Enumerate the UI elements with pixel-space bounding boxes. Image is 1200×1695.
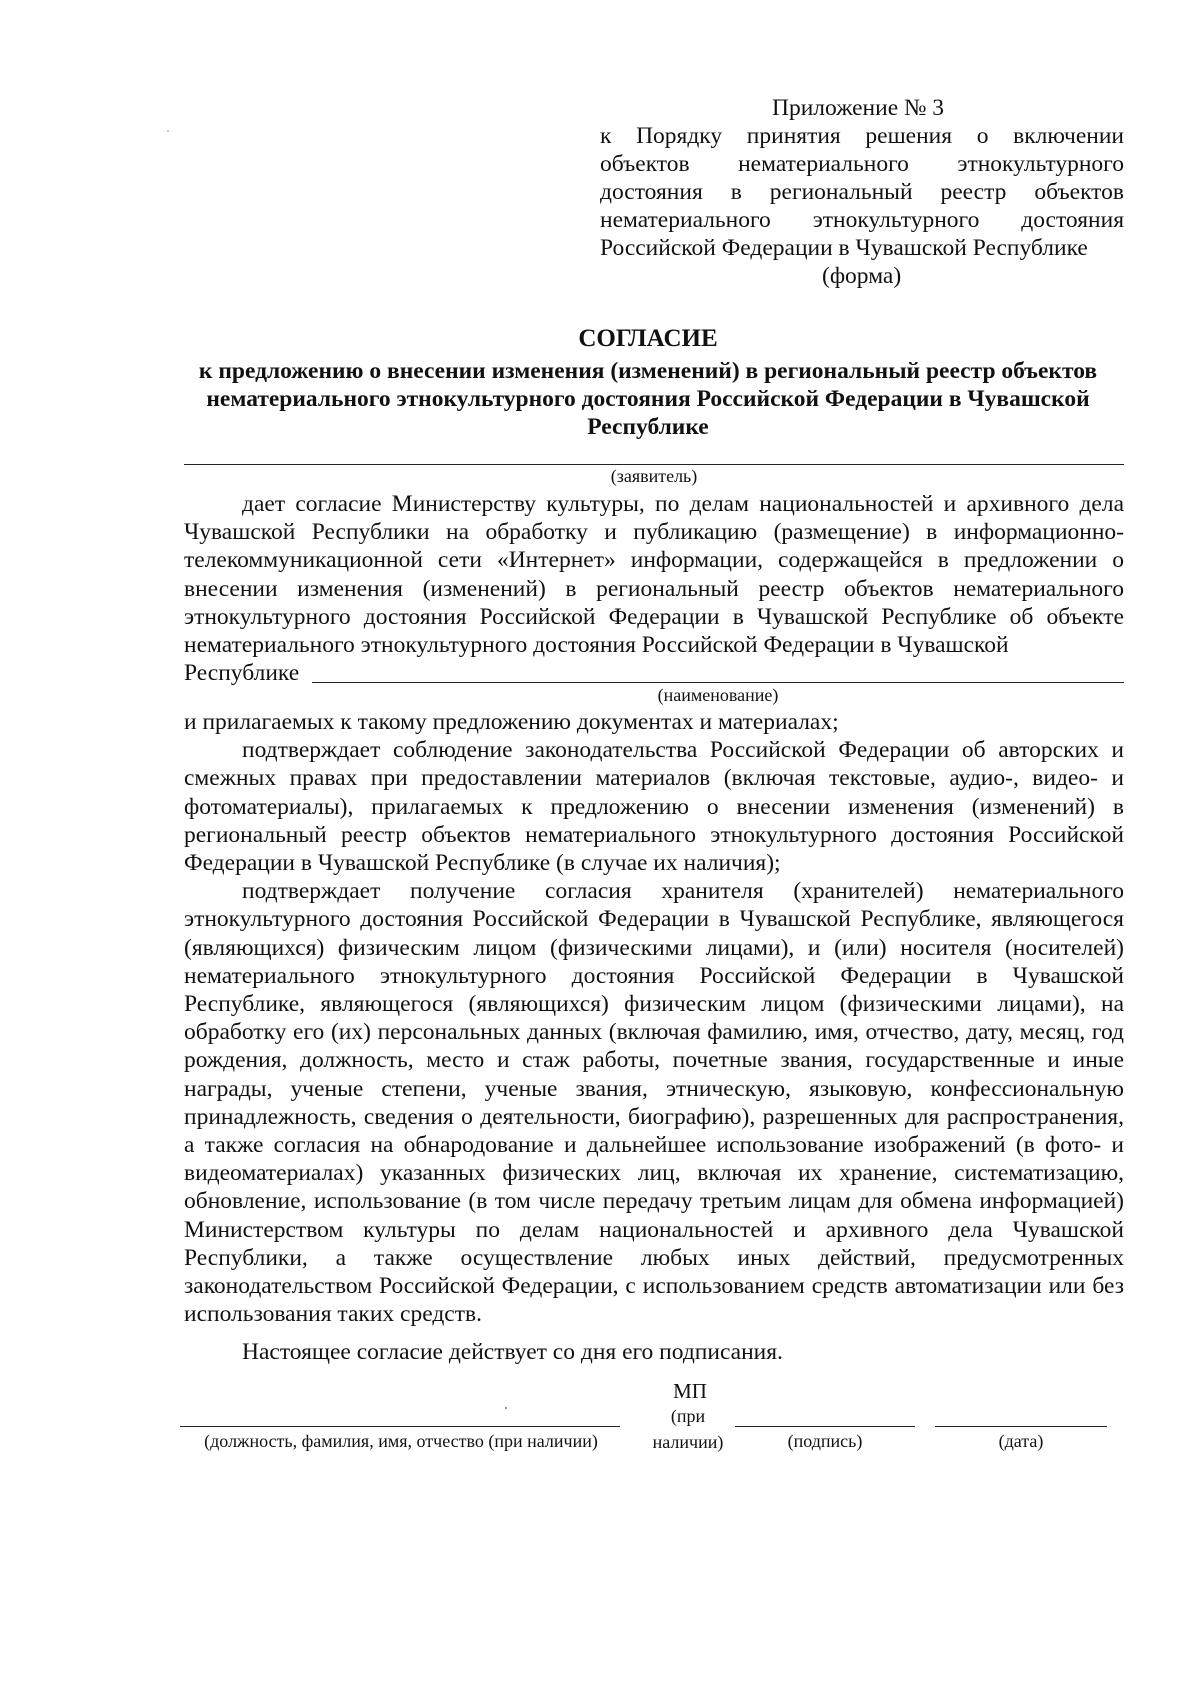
copyright-confirmation-text: подтверждает соблюдение законодательства Российской Федерации об авторских и смежных правах при предоставлении материалов (включая текстовые, аудио-, видео- и фотоматериалы), прилагаемых к предложению о внесении изменения (изменений) в региональный реестр объектов нематериального этнокультурного достояния Российской Федерации в Чувашской Республике (в случае их наличия); bbox=[184, 737, 1124, 877]
mp-label: МП bbox=[673, 1379, 707, 1403]
document-title bbox=[180, 325, 1116, 441]
title-main: СОГЛАСИЕ bbox=[578, 325, 718, 352]
scan-speck bbox=[505, 1407, 507, 1409]
heritage-name-line[interactable] bbox=[312, 682, 1124, 683]
consent-text: дает согласие Министерству культуры, по делам национальностей и архивного дела Чувашской Республики на обработку и публикацию (размещение) в информационно-телекоммуникационной сети «Интернет» информации, содержащейся в предложении о внесении изменения (изменений) в региональный реестр объектов нематериального этнокультурного достояния Российской Федерации в Чувашской Республике об объекте нематериального этнокультурного достояния Российской Федерации в Чувашской bbox=[184, 491, 1124, 659]
date-caption: (дата) bbox=[998, 1431, 1044, 1451]
mp-note-2: наличии) bbox=[652, 1432, 724, 1452]
mp-note-1: (при bbox=[670, 1406, 706, 1426]
appendix-ref-line: к Порядку принятия решения о включении bbox=[600, 123, 1124, 149]
appendix-block bbox=[600, 94, 1124, 290]
appendix-ref-line: достояния в региональный реестр объектов bbox=[600, 179, 1124, 205]
signature-line[interactable] bbox=[735, 1426, 915, 1427]
personal-data-consent-text: подтверждает получение согласия хранителя (хранителей) нематериального этнокультурного достояния Российской Федерации в Чувашской Республике, являющегося (являющихся) физическим лицом (физическими лицами), и (или) носителя (носителей) нематериального этнокультурного достояния Российской Федерации в Чувашской Республике, являющегося (являющихся) физическим лицом (физическими лицами), на обработку его (их) персональных данных (включая фамилию, имя, отчество, дату, месяц, год рождения, должность, место и стаж работы, почетные звания, государственные и иные награды, ученые степени, ученые звания, этническую, языковую, конфессиональную принадлежность, сведения о деятельности, биографию), разрешенных для распространения, а также согласия на обнародование и дальнейшее использование изображений (в фото- и видеоматериалах) указанных физических лиц, включая их хранение, систематизацию, обновление, использование (в том числе передачу третьим лицам для обмена информацией) Министерством культуры по делам национальностей и архивного дела Чувашской Республики, а также осуществление любых иных действий, предусмотренных законодательством Российской Федерации, с использованием средств автоматизации или без использования таких средств. bbox=[184, 878, 1124, 1328]
applicant-line[interactable] bbox=[184, 464, 1124, 465]
heritage-name-caption: (наименование) bbox=[657, 685, 779, 705]
consent-paragraph-1 bbox=[184, 490, 1124, 687]
consent-body bbox=[184, 708, 1124, 1367]
appendix-ref-line: объектов нематериального этнокультурного bbox=[600, 151, 1124, 177]
title-subtitle: к предложению о внесении изменения (изменений) в региональный реестр объектов нематериального этнокультурного достояния Российской Федерации в Чувашской Республике bbox=[198, 358, 1098, 440]
scan-speck bbox=[167, 130, 169, 132]
appendix-ref-line: Российской Федерации в Чувашской Республике bbox=[600, 235, 1088, 261]
form-label: (форма) bbox=[822, 263, 902, 289]
republic-label: Республике bbox=[184, 660, 300, 687]
date-line[interactable] bbox=[935, 1426, 1107, 1427]
documents-text: и прилагаемых к такому предложению документах и материалах; bbox=[184, 709, 839, 735]
signature-caption: (подпись) bbox=[787, 1431, 863, 1451]
position-caption: (должность, фамилия, имя, отчество (при наличии) bbox=[204, 1431, 598, 1451]
applicant-caption: (заявитель) bbox=[610, 466, 698, 486]
appendix-number: Приложение № 3 bbox=[772, 95, 945, 121]
validity-text: Настоящее согласие действует со дня его подписания. bbox=[242, 1339, 783, 1366]
appendix-ref-line: нематериального этнокультурного достояния bbox=[600, 207, 1124, 233]
position-line[interactable] bbox=[180, 1426, 620, 1427]
